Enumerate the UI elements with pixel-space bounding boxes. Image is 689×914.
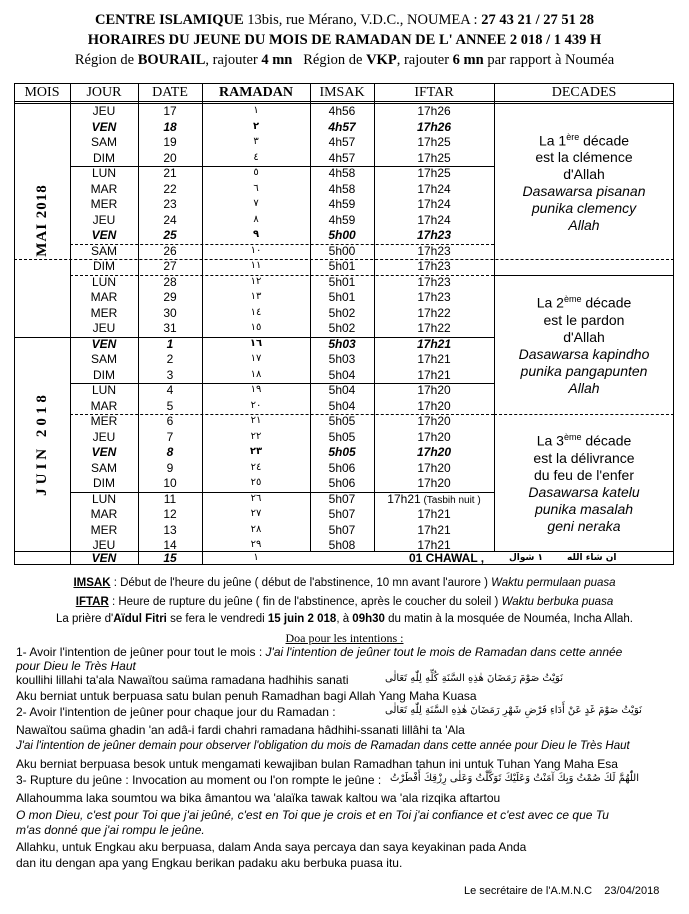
cell-imsak: 5h04 [328, 367, 356, 382]
cell-iftar: 17h23 [417, 290, 451, 304]
doa-1-french: J'ai l'intention de jeûner tout le mois de Ramadan dans cette année [265, 645, 623, 659]
cell-imsak: 4h57 [328, 150, 356, 165]
imsak-label: IMSAK [73, 577, 111, 589]
cell-ramadan: ٢٢ [250, 430, 262, 442]
last-ramadan: ١ [253, 551, 259, 563]
cell-jour: DIM [93, 259, 115, 273]
table-row-separator [70, 383, 494, 384]
table-row-separator [14, 337, 494, 338]
header-line-1 [0, 12, 689, 29]
doa-line-6: Nawaïtou saüma ghadin 'an adâ-i fardi chahri ramadana hâdhihi-ssanati lillâhi ta 'Ala [16, 723, 465, 737]
cell-jour: MER [90, 522, 118, 537]
cell-date: 17 [163, 104, 177, 118]
org-address: 13bis, rue Mérano, V.D.C., NOUMEA : [247, 12, 478, 28]
cell-imsak: 5h05 [328, 445, 356, 459]
decade-word: décade [579, 132, 630, 149]
cell-date: 13 [163, 522, 177, 537]
cell-iftar: 17h24 [417, 212, 451, 227]
cell-ramadan: ٢ [252, 120, 260, 132]
decade-word: décade [581, 433, 632, 450]
iftar-note [0, 596, 689, 608]
cell-date: 31 [163, 321, 177, 335]
cell-date: 12 [163, 507, 177, 521]
cell-ramadan: ١٩ [250, 384, 262, 395]
cell-jour: VEN [91, 119, 117, 134]
decade-meaning: est la délivrance [533, 450, 635, 467]
cell-imsak: 5h07 [328, 491, 356, 506]
doa-line-10: Allahoumma laka soumtou wa bika âmantou wa 'alaïka tawak kaltou wa 'ala rizqika aftartou [16, 791, 501, 805]
cell-ramadan: ٢٠ [250, 399, 262, 411]
cell-imsak: 4h57 [328, 119, 356, 134]
cell-jour: VEN [91, 336, 117, 351]
cell-ramadan: ٢١ [250, 415, 262, 426]
col-decades-header: DECADES [551, 85, 617, 100]
table-row-separator [70, 166, 494, 167]
doa-line-12: m'as donné que j'ai rompu le jeûne. [16, 823, 205, 837]
cell-date: 27 [163, 259, 177, 273]
doa-1-arabic: نَوَيْتُ صَوْمَ رَمَضَانَ هٰذِهِ السَّنَةِ كُلِّهِ لِلّٰهِ تَعَالٰى [385, 673, 563, 684]
cell-iftar: 17h25 [417, 135, 451, 149]
decade-meaning: du feu de l'enfer [534, 467, 634, 484]
cell-iftar: 17h22 [417, 321, 451, 335]
cell-iftar: 17h24 [417, 181, 451, 196]
header-line-3 [0, 52, 689, 69]
decade-translation: punika clemency [531, 200, 637, 217]
doa-line-2: pour Dieu le Très Haut [16, 659, 136, 673]
cell-ramadan: ١٦ [249, 337, 263, 349]
cell-imsak: 5h06 [328, 460, 356, 475]
iftar-time: 17h21 [387, 491, 421, 506]
cell-jour: DIM [93, 150, 115, 165]
decade-meaning: d'Allah [563, 166, 605, 183]
month-cell [14, 104, 70, 337]
cell-jour: LUN [91, 491, 116, 506]
cell-date: 2 [166, 352, 174, 366]
cell-iftar: 17h22 [417, 305, 451, 320]
cell-ramadan: ٢٧ [250, 508, 262, 519]
decade-number: La 3 [536, 433, 564, 450]
doa-line-4: Aku berniat untuk berpuasa satu bulan penuh Ramadhan bagi Allah Yang Maha Kuasa [16, 689, 477, 703]
cell-date: 6 [166, 414, 174, 428]
cell-iftar [374, 492, 494, 508]
cell-date: 20 [163, 150, 177, 165]
cell-iftar: 17h25 [417, 150, 451, 165]
doa-1-label: 1- Avoir l'intention de jeûner pour tout le mois : [16, 645, 266, 659]
cell-jour: JEU [92, 104, 116, 118]
cell-jour: VEN [91, 228, 117, 242]
cell-date: 22 [163, 181, 177, 196]
priere-time: 09h30 [352, 613, 385, 625]
decade-meaning: est la clémence [535, 149, 633, 166]
decade-ordinal: ème [563, 432, 582, 443]
month-label: MAI 2018 [33, 183, 50, 257]
cell-date: 23 [163, 197, 177, 211]
decade-translation: punika pangapunten [520, 363, 648, 380]
cell-ramadan: ٩ [252, 229, 260, 240]
cell-date: 9 [166, 460, 174, 475]
cell-jour: JEU [92, 212, 116, 227]
col-mois-header: MOIS [24, 85, 60, 100]
cell-iftar: 17h21 [417, 367, 451, 382]
decade-title [537, 291, 632, 312]
cell-jour: JEU [92, 429, 116, 444]
cell-ramadan: ١٠ [250, 244, 262, 256]
cell-iftar: 17h20 [417, 476, 451, 490]
cell-jour: LUN [91, 166, 116, 180]
decade-translation: Dasawarsa katelu [528, 484, 640, 501]
cell-imsak: 4h58 [328, 166, 356, 180]
decade-cell [494, 275, 674, 415]
table-row-separator [70, 244, 494, 245]
cell-ramadan: ١٥ [250, 322, 262, 333]
cell-iftar: 17h20 [416, 445, 452, 459]
cell-imsak: 4h59 [328, 212, 356, 227]
cell-ramadan: ٤ [253, 151, 259, 163]
decade-translation: geni neraka [547, 518, 621, 535]
cell-imsak: 5h07 [328, 507, 356, 521]
cell-imsak: 5h04 [328, 383, 356, 397]
iftar-translation: Waktu berbuka puasa [501, 596, 614, 608]
cell-imsak: 5h02 [328, 321, 356, 335]
cell-date: 8 [166, 445, 174, 459]
cell-ramadan: ١٨ [250, 368, 262, 380]
decade-translation: Allah [568, 217, 600, 234]
cell-date: 7 [166, 429, 174, 444]
decade-word: décade [581, 295, 632, 312]
decade-cell [494, 414, 674, 551]
cell-imsak: 5h05 [328, 429, 356, 444]
priere-text-e: , à [336, 613, 353, 625]
decade-translation: Dasawarsa pisanan [522, 183, 646, 200]
decade-number: La 1 [538, 132, 567, 149]
priere-date: 15 juin 2 018 [267, 613, 337, 625]
cell-ramadan: ١٣ [250, 291, 262, 302]
cell-iftar: 17h20 [417, 460, 451, 475]
ramadan-schedule-table [14, 83, 674, 565]
cell-date: 4 [166, 383, 174, 397]
cell-jour: SAM [90, 460, 117, 475]
cell-date: 25 [163, 228, 177, 242]
cell-iftar: 17h23 [417, 274, 451, 289]
cell-jour: MAR [90, 507, 118, 521]
cell-jour: LUN [91, 383, 116, 397]
cell-jour: MER [90, 414, 118, 428]
priere-text-g: du matin à la mosquée de Nouméa, Incha Allah. [384, 613, 633, 625]
cell-iftar: 17h21 [417, 538, 451, 552]
cell-ramadan: ٢٩ [250, 539, 262, 550]
cell-imsak: 4h59 [328, 197, 356, 211]
doa-line-9: 3- Rupture du jeûne : Invocation au moment ou l'on rompte le jeûne : [16, 773, 382, 787]
table-row-separator [14, 259, 674, 260]
footer-date: 23/04/2018 [604, 885, 660, 897]
col-imsak-header: IMSAK [319, 85, 365, 100]
cell-jour: MER [90, 197, 118, 211]
cell-iftar: 17h21 [416, 336, 452, 351]
decade-number: La 2 [536, 295, 564, 312]
imsak-note [0, 577, 689, 589]
cell-ramadan: ١ [253, 105, 259, 116]
cell-imsak: 5h03 [328, 352, 356, 366]
cell-ramadan: ٢٥ [250, 477, 262, 488]
cell-iftar: 17h24 [417, 197, 451, 211]
cell-iftar: 17h25 [417, 166, 451, 180]
rajouter-label-2: , rajouter [396, 52, 450, 68]
cell-date: 5 [166, 398, 174, 413]
document-title: HORAIRES DU JEUNE DU MOIS DE RAMADAN DE L' ANNEE 2 018 / 1 439 H [87, 32, 602, 48]
cell-iftar: 17h26 [417, 104, 451, 118]
decade-title [537, 429, 632, 450]
cell-jour: LUN [91, 274, 116, 289]
footer-signature [464, 885, 659, 897]
cell-imsak: 5h06 [328, 476, 356, 490]
cell-ramadan: ١١ [250, 260, 262, 271]
org-name: CENTRE ISLAMIQUE [95, 12, 244, 28]
last-date: 15 [163, 550, 177, 565]
cell-ramadan: ٥ [253, 167, 259, 178]
table-row-separator [14, 101, 674, 102]
priere-aid: Aïdul Fitri [113, 613, 167, 625]
cell-ramadan: ٢٤ [250, 461, 262, 473]
cell-jour: DIM [93, 476, 115, 490]
region-reference: par rapport à Nouméa [487, 52, 615, 68]
cell-iftar: 17h20 [417, 383, 451, 397]
cell-imsak: 5h05 [328, 414, 356, 428]
col-ramadan-header: RAMADAN [219, 85, 293, 100]
cell-date: 14 [163, 538, 177, 552]
cell-date: 30 [163, 305, 177, 320]
chawal-arabic: ١ شوال [509, 552, 544, 563]
chawal-label: 01 CHAWAL , [409, 550, 485, 565]
doa-2-arabic: نَوَيْتُ صَوْمَ غَدٍ عَنْ أَدَاءِ فَرْضِ شَهْرِ رَمَضَانَ هٰذِهِ السَّنَةِ لِلّٰهِ تَعَالٰى [385, 705, 642, 716]
cell-iftar: 17h21 [417, 522, 451, 537]
cell-date: 28 [163, 274, 177, 289]
cell-jour: SAM [90, 243, 117, 258]
cell-imsak: 5h00 [328, 243, 356, 258]
cell-iftar: 17h20 [417, 398, 451, 413]
cell-jour: SAM [90, 135, 117, 149]
iftar-definition: : Heure de rupture du jeûne ( fin de l'abstinence, après le coucher du soleil ) [108, 596, 502, 608]
cell-imsak: 4h58 [328, 181, 356, 196]
doa-line-3: koullihi lillahi ta'ala Nawaïtou saüma ramadana hadhihis sanati [16, 673, 349, 687]
cell-ramadan: ٣ [253, 136, 259, 147]
cell-date: 10 [163, 476, 177, 490]
decade-ordinal: ème [563, 294, 582, 305]
cell-imsak: 5h01 [328, 259, 356, 273]
cell-date: 3 [166, 367, 174, 382]
cell-imsak: 5h02 [328, 305, 356, 320]
cell-ramadan: ٢٨ [250, 523, 262, 535]
org-phone: 27 43 21 / 27 51 28 [481, 12, 594, 28]
cell-imsak: 5h00 [328, 228, 356, 242]
cell-jour: DIM [93, 367, 115, 382]
decade-meaning: est le pardon [543, 312, 625, 329]
col-date-header: DATE [152, 85, 188, 100]
cell-iftar: 17h26 [416, 119, 452, 134]
cell-imsak: 5h07 [328, 522, 356, 537]
decade-title [539, 129, 629, 150]
cell-imsak: 4h57 [328, 135, 356, 149]
cell-iftar: 17h20 [417, 429, 451, 444]
doa-line-8: Aku berniat berpuasa besok untuk mengamati kewajiban bulan Ramadhan tahun ini untuk Tuhan Yang Maha Esa [16, 757, 618, 771]
priere-text-a: La prière d' [56, 613, 114, 625]
cell-ramadan: ٧ [253, 198, 259, 209]
region-vkp: VKP [366, 52, 397, 68]
region-label-2: Région de [303, 52, 363, 68]
cell-iftar: 17h21 [417, 352, 451, 366]
cell-ramadan: ٢٣ [249, 446, 263, 457]
cell-jour: MAR [90, 398, 118, 413]
cell-iftar: 17h23 [417, 259, 451, 273]
decade-ordinal: ère [566, 131, 580, 142]
imsak-definition: : Début de l'heure du jeûne ( début de l'abstinence, 10 mn avant l'aurore ) [110, 577, 492, 589]
doa-3-arabic: اللّٰهُمَّ لَكَ صُمْتُ وَبِكَ آمَنْتُ وَعَلَيْكَ تَوَكَّلْتُ وَعَلٰى رِزْقِكَ أَفْطَرْتُ [390, 773, 639, 784]
cell-date: 24 [163, 212, 177, 227]
month-cell [14, 337, 70, 551]
doa-line-7: J'ai l'intention de jeûner demain pour observer l'obligation du mois de Ramadan dans cette année pour Dieu le Très Haut [16, 740, 630, 752]
bourail-offset: 4 mn [261, 52, 293, 68]
cell-ramadan: ٢٦ [250, 492, 262, 504]
col-iftar-header: IFTAR [414, 85, 454, 100]
doa-line-11: O mon Dieu, c'est pour Toi que j'ai jeûné, c'est en Toi que je crois et en Toi j'ai confiance et c'est avec ce que Tu [16, 808, 609, 822]
cell-iftar: 17h21 [417, 507, 451, 521]
doa-line-5: 2- Avoir l'intention de jeûner pour chaque jour du Ramadan : [16, 705, 336, 719]
doa-line-13: Allahku, untuk Engkau aku berpuasa, dalam Anda saya percaya dan saya keyakinan pada Anda [16, 840, 527, 854]
cell-date: 18 [163, 119, 177, 134]
cell-ramadan: ١٧ [250, 353, 262, 364]
decade-translation: Allah [568, 380, 600, 397]
cell-jour: SAM [90, 352, 117, 366]
doa-line-14: dan itu dengan apa yang Engkau berikan padaku aku berbuka puasa itu. [16, 856, 403, 870]
decade-meaning: d'Allah [563, 329, 605, 346]
aid-prayer-note [0, 613, 689, 625]
cell-date: 19 [163, 135, 177, 149]
cell-imsak: 4h56 [328, 104, 356, 118]
cell-jour: JEU [92, 538, 116, 552]
cell-jour: MER [90, 305, 118, 320]
col-jour-header: JOUR [86, 85, 122, 100]
doa-title: Doa pour les intentions : [285, 631, 404, 645]
cell-iftar: 17h20 [417, 414, 451, 428]
priere-text-c: se fera le vendredi [166, 613, 268, 625]
vkp-offset: 6 mn [452, 52, 484, 68]
cell-jour: MAR [90, 181, 118, 196]
iftar-label: IFTAR [75, 596, 109, 608]
last-jour: VEN [91, 550, 117, 565]
cell-imsak: 5h01 [328, 274, 356, 289]
cell-date: 11 [163, 491, 177, 506]
secretary-label: Le secrétaire de l'A.M.N.C [464, 885, 593, 897]
tasbih-note: (Tasbih nuit ) [420, 494, 481, 506]
cell-jour: MAR [90, 290, 118, 304]
cell-ramadan: ٨ [253, 213, 259, 225]
table-row-separator [70, 492, 494, 493]
table-row-separator [70, 275, 494, 276]
cell-date: 21 [163, 166, 177, 180]
month-label: JUIN 2018 [33, 391, 50, 496]
cell-date: 29 [163, 290, 177, 304]
doa-line-1 [16, 645, 622, 659]
cell-imsak: 5h03 [328, 336, 356, 351]
table-row-separator [70, 414, 494, 415]
imsak-translation: Waktu permulaan puasa [491, 577, 616, 589]
cell-ramadan: ٦ [253, 182, 259, 194]
inshaallah-arabic: ان شاء الله [567, 552, 617, 563]
cell-iftar: 17h23 [416, 228, 452, 242]
decade-cell [494, 104, 674, 259]
region-label-1: Région de [74, 52, 135, 68]
region-bourail: BOURAIL [137, 52, 206, 68]
cell-jour: VEN [91, 445, 117, 459]
cell-iftar: 17h23 [417, 243, 451, 258]
cell-ramadan: ١٤ [250, 306, 262, 318]
cell-date: 1 [166, 336, 174, 351]
cell-imsak: 5h08 [328, 538, 356, 552]
cell-imsak: 5h01 [328, 290, 356, 304]
cell-jour: JEU [92, 321, 116, 335]
decade-translation: punika masalah [534, 501, 634, 518]
cell-date: 26 [163, 243, 177, 258]
cell-imsak: 5h04 [328, 398, 356, 413]
rajouter-label-1: , rajouter [205, 52, 258, 68]
decade-translation: Dasawarsa kapindho [518, 346, 650, 363]
cell-ramadan: ١٢ [250, 275, 262, 287]
